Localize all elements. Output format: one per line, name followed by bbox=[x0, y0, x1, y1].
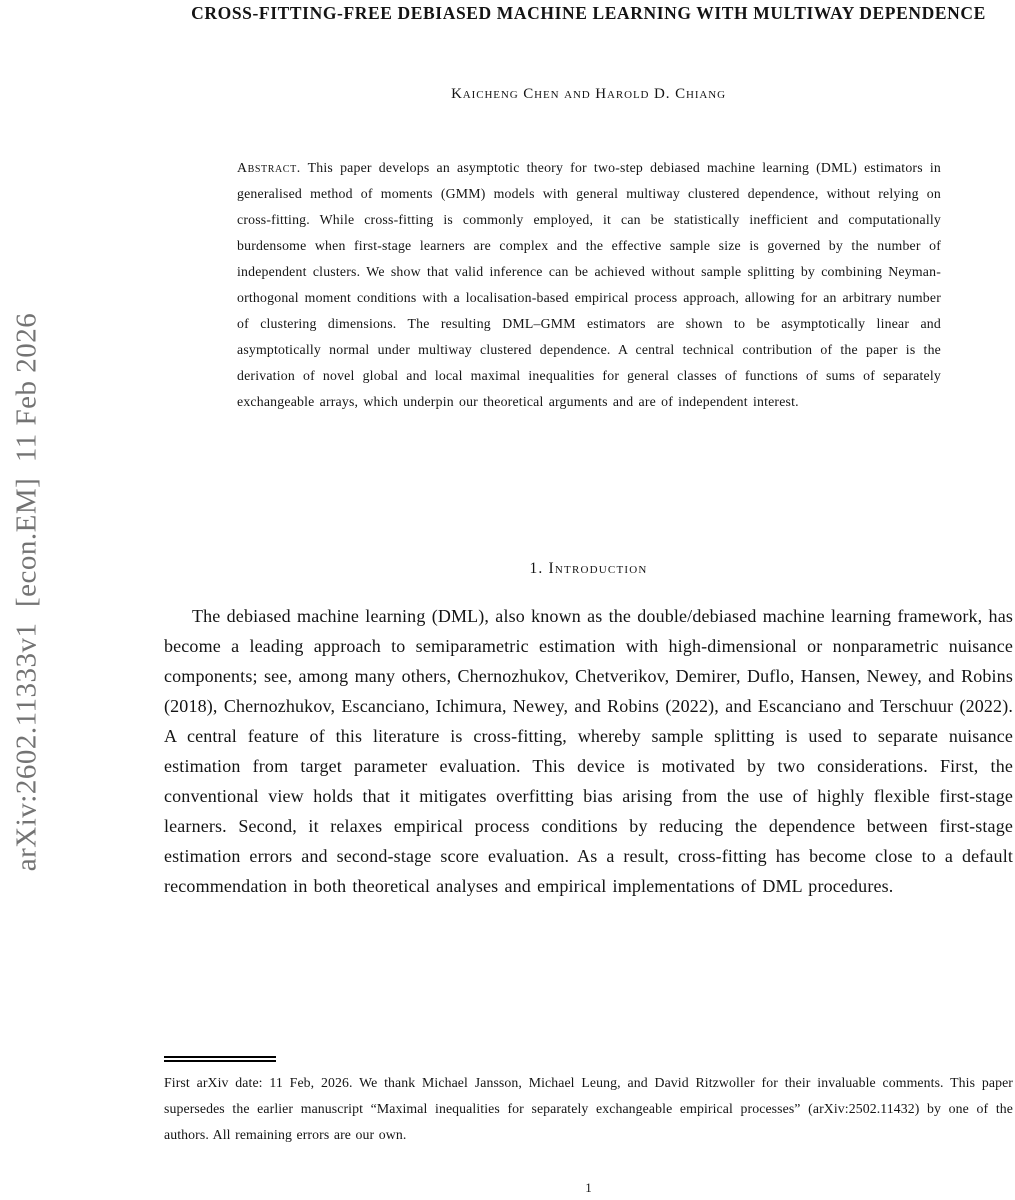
footnote-text: First arXiv date: 11 Feb, 2026. We thank Michael Jansson, Michael Leung, and David Ritzwoller for their invaluable comments. This paper supersedes the earlier manuscript “Maximal inequalities for separately exchangeable empirical processes” (arXiv:2502.11432) by one of the authors. All remaining errors are our own. bbox=[164, 1075, 1013, 1142]
footnote-rule bbox=[164, 1056, 276, 1062]
paper-title: CROSS-FITTING-FREE DEBIASED MACHINE LEARNING WITH MULTIWAY DEPENDENCE bbox=[191, 3, 986, 23]
abstract-label: Abstract. bbox=[237, 160, 301, 175]
abstract bbox=[237, 155, 941, 415]
arxiv-watermark: arXiv:2602.11333v1 [econ.EM] 11 Feb 2026 bbox=[10, 312, 43, 872]
page-number: 1 bbox=[585, 1180, 592, 1195]
introduction-section bbox=[164, 601, 1013, 901]
footnote bbox=[164, 1056, 1013, 1148]
abstract-text: This paper develops an asymptotic theory for two-step debiased machine learning (DML) estimators in generalised method of moments (GMM) models with general multiway clustered dependence, without relying on cross-fitting. While cross-fitting is commonly employed, it can be statistically inefficient and computationally burdensome when first-stage learners are complex and the effective sample size is governed by the number of independent clusters. We show that valid inference can be achieved without sample splitting by combining Neyman-orthogonal moment conditions with a localisation-based empirical process approach, allowing for an arbitrary number of clustering dimensions. The resulting DML–GMM estimators are shown to be asymptotically linear and asymptotically normal under multiway clustered dependence. A central technical contribution of the paper is the derivation of novel global and local maximal inequalities for general classes of functions of sums of separately exchangeable arrays, which underpin our theoretical arguments and are of independent interest. bbox=[237, 160, 941, 409]
section-heading: 1. Introduction bbox=[529, 560, 648, 577]
paper-authors: Kaicheng Chen and Harold D. Chiang bbox=[451, 86, 726, 102]
intro-paragraph: The debiased machine learning (DML), also known as the double/debiased machine learning framework, has become a leading approach to semiparametric estimation with high-dimensional or nonparametric nuisance components; see, among many others, Chernozhukov, Chetverikov, Demirer, Duflo, Hansen, Newey, and Robins (2018), Chernozhukov, Escanciano, Ichimura, Newey, and Robins (2022), and Escanciano and Terschuur (2022). A central feature of this literature is cross-fitting, whereby sample splitting is used to separate nuisance estimation from target parameter evaluation. This device is motivated by two considerations. First, the conventional view holds that it mitigates overfitting bias arising from the use of highly flexible first-stage learners. Second, it relaxes empirical process conditions by reducing the dependence between first-stage estimation errors and second-stage score evaluation. As a result, cross-fitting has become close to a default recommendation in both theoretical analyses and empirical implementations of DML procedures. bbox=[164, 606, 1013, 896]
